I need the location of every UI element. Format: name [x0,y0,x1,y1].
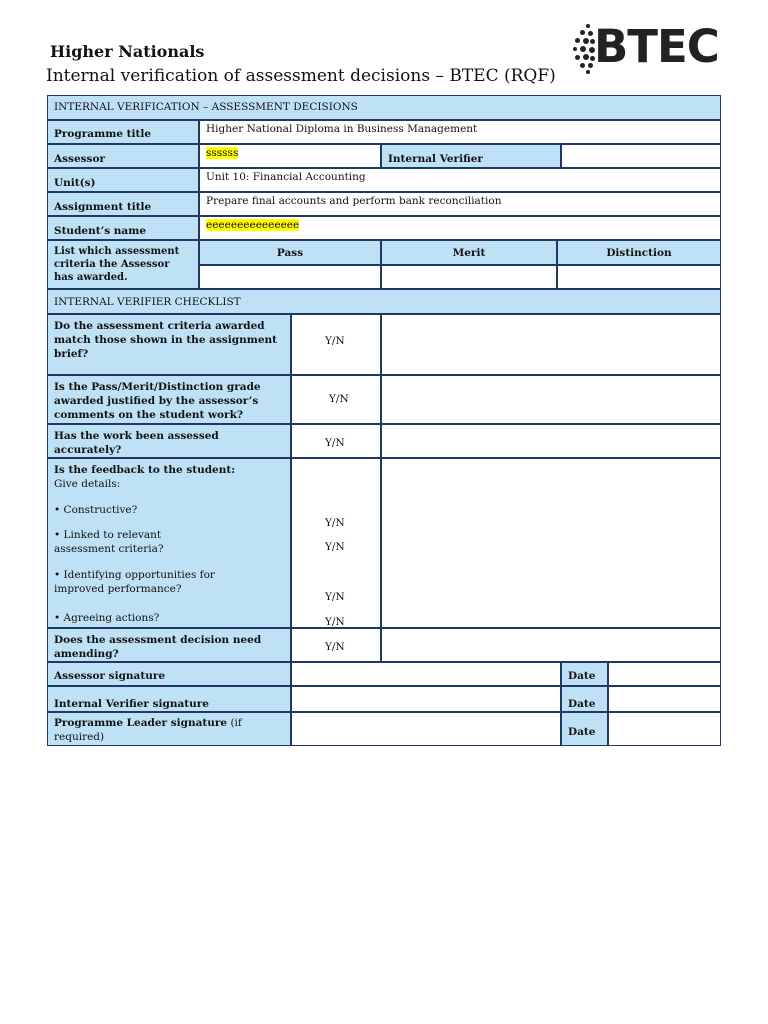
assessor-value: ssssss [206,147,239,159]
logo-text: BTEC [594,20,719,73]
q4-yn-opportunities: Y/N [325,591,345,603]
logo-dots-icon [572,22,596,74]
q4-give-details: Give details: [54,478,121,490]
assessor-signature-label: Assessor signature [47,662,291,686]
q2-yn: Y/N [329,393,349,405]
q4-item-actions: • Agreeing actions? [54,612,160,624]
header-title: Higher Nationals [50,42,205,61]
student-name-label: Student’s name [47,216,199,240]
assignment-title-label: Assignment title [47,192,199,216]
programme-title-field[interactable]: Higher National Diploma in Business Management [199,120,721,144]
assessor-date-field[interactable] [608,662,721,686]
q4-item-opportunities: • Identifying opportunities for improved performance? [54,569,215,595]
pl-signature-label-note: (if required) [54,717,242,743]
q5-comment-field[interactable] [381,628,721,662]
grade-distinction-header: Distinction [557,240,721,265]
pl-signature-label [47,712,291,746]
iv-signature-label: Internal Verifier signature [47,686,291,712]
q4-item-constructive: • Constructive? [54,504,138,516]
q3-comment-field[interactable] [381,424,721,458]
grade-merit-header: Merit [381,240,557,265]
checklist-question-5: Does the assessment decision need amending? [47,628,291,662]
criteria-label: List which assessment criteria the Assessor has awarded. [47,240,199,289]
q3-yn: Y/N [325,437,345,449]
pl-signature-label-bold: Programme Leader signature [54,717,228,729]
section-heading: INTERNAL VERIFICATION – ASSESSMENT DECISIONS [47,95,721,120]
iv-date-label: Date [561,686,608,712]
assessor-signature-field[interactable] [291,662,561,686]
pl-date-label: Date [561,712,608,746]
q1-yn-field[interactable] [291,314,381,375]
q2-yn-field[interactable] [291,375,381,424]
assignment-title-field[interactable]: Prepare final accounts and perform bank reconciliation [199,192,721,216]
checklist-question-3: Has the work been assessed accurately? [47,424,291,458]
q5-yn-field[interactable] [291,628,381,662]
q4-item-linked: • Linked to relevant assessment criteria? [54,529,164,555]
q4-yn-constructive: Y/N [325,517,345,529]
q5-yn: Y/N [325,641,345,653]
assessor-label: Assessor [47,144,199,168]
student-name-value: eeeeeeeeeeeeeee [206,219,300,231]
grade-merit-field[interactable] [381,265,557,289]
internal-verifier-label: Internal Verifier [381,144,561,168]
btec-logo [572,22,724,74]
grade-pass-header: Pass [199,240,381,265]
grade-pass-field[interactable] [199,265,381,289]
student-name-field[interactable] [199,216,721,240]
units-label: Unit(s) [47,168,199,192]
assessor-date-label: Date [561,662,608,686]
checklist-question-4 [47,458,291,628]
programme-title-label: Programme title [47,120,199,144]
pl-signature-field[interactable] [291,712,561,746]
header-subtitle: Internal verification of assessment decisions – BTEC (RQF) [46,66,556,86]
q4-title: Is the feedback to the student: [54,464,236,476]
internal-verifier-field[interactable] [561,144,721,168]
units-field[interactable]: Unit 10: Financial Accounting [199,168,721,192]
q1-comment-field[interactable] [381,314,721,375]
assessor-field[interactable] [199,144,381,168]
checklist-question-1: Do the assessment criteria awarded match those shown in the assignment brief? [47,314,291,375]
checklist-question-2: Is the Pass/Merit/Distinction grade awarded justified by the assessor’s comments on the student work? [47,375,291,424]
q4-yn-actions: Y/N [325,616,345,628]
q4-yn-linked: Y/N [325,541,345,553]
iv-signature-field[interactable] [291,686,561,712]
q4-yn-field[interactable] [291,458,381,628]
grade-distinction-field[interactable] [557,265,721,289]
q3-yn-field[interactable] [291,424,381,458]
iv-date-field[interactable] [608,686,721,712]
pl-date-field[interactable] [608,712,721,746]
checklist-heading: INTERNAL VERIFIER CHECKLIST [47,289,721,314]
q1-yn: Y/N [325,335,345,347]
q4-comment-field[interactable] [381,458,721,628]
q2-comment-field[interactable] [381,375,721,424]
